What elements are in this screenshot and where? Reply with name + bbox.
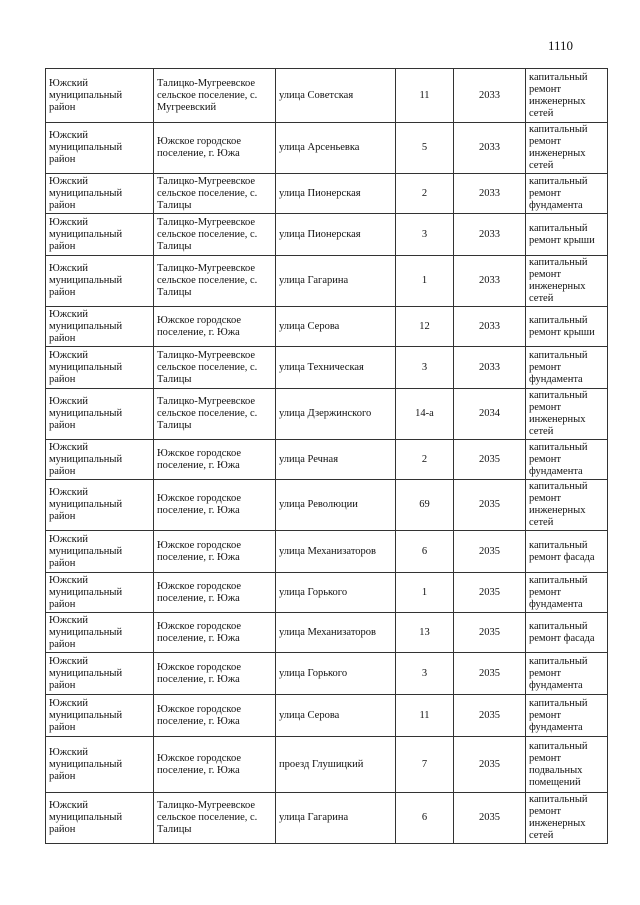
district-cell: Южский муниципальный район [46, 613, 154, 653]
house-number-cell: 7 [396, 737, 454, 793]
settlement-cell: Южское городское поселение, г. Южа [154, 653, 276, 695]
year-cell: 2035 [454, 480, 526, 531]
year-cell: 2035 [454, 613, 526, 653]
table-row [46, 793, 608, 844]
street-cell: улица Пионерская [276, 214, 396, 256]
settlement-cell: Южское городское поселение, г. Южа [154, 440, 276, 480]
table-row [46, 123, 608, 174]
house-number-cell: 6 [396, 531, 454, 573]
settlement-cell: Южское городское поселение, г. Южа [154, 573, 276, 613]
street-cell: улица Техническая [276, 347, 396, 389]
table-row [46, 573, 608, 613]
district-cell: Южский муниципальный район [46, 256, 154, 307]
work-type-cell: капитальный ремонт крыши [526, 307, 608, 347]
year-cell: 2033 [454, 174, 526, 214]
district-cell: Южский муниципальный район [46, 347, 154, 389]
house-number-cell: 2 [396, 440, 454, 480]
street-cell: улица Серова [276, 307, 396, 347]
table-row [46, 737, 608, 793]
settlement-cell: Талицко-Мугреевское сельское поселение, с. Талицы [154, 793, 276, 844]
street-cell: улица Речная [276, 440, 396, 480]
house-number-cell: 1 [396, 573, 454, 613]
house-number-cell: 11 [396, 69, 454, 123]
district-cell: Южский муниципальный район [46, 531, 154, 573]
table-row [46, 347, 608, 389]
year-cell: 2033 [454, 307, 526, 347]
street-cell: улица Горького [276, 573, 396, 613]
district-cell: Южский муниципальный район [46, 69, 154, 123]
settlement-cell: Талицко-Мугреевское сельское поселение, с. Талицы [154, 214, 276, 256]
house-number-cell: 2 [396, 174, 454, 214]
house-number-cell: 3 [396, 653, 454, 695]
district-cell: Южский муниципальный район [46, 573, 154, 613]
table-row [46, 389, 608, 440]
house-number-cell: 11 [396, 695, 454, 737]
settlement-cell: Талицко-Мугреевское сельское поселение, с. Талицы [154, 174, 276, 214]
settlement-cell: Талицко-Мугреевское сельское поселение, с. Талицы [154, 256, 276, 307]
work-type-cell: капитальный ремонт фундамента [526, 440, 608, 480]
year-cell: 2033 [454, 256, 526, 307]
settlement-cell: Талицко-Мугреевское сельское поселение, с. Мугреевский [154, 69, 276, 123]
work-type-cell: капитальный ремонт инженерных сетей [526, 123, 608, 174]
settlement-cell: Южское городское поселение, г. Южа [154, 531, 276, 573]
year-cell: 2035 [454, 573, 526, 613]
table-row [46, 480, 608, 531]
table-row [46, 174, 608, 214]
house-number-cell: 6 [396, 793, 454, 844]
street-cell: улица Горького [276, 653, 396, 695]
house-number-cell: 14-а [396, 389, 454, 440]
street-cell: улица Гагарина [276, 256, 396, 307]
district-cell: Южский муниципальный район [46, 480, 154, 531]
work-type-cell: капитальный ремонт инженерных сетей [526, 69, 608, 123]
work-type-cell: капитальный ремонт крыши [526, 214, 608, 256]
district-cell: Южский муниципальный район [46, 123, 154, 174]
table-row [46, 69, 608, 123]
table-row [46, 440, 608, 480]
street-cell: улица Механизаторов [276, 613, 396, 653]
street-cell: улица Механизаторов [276, 531, 396, 573]
table-row [46, 695, 608, 737]
settlement-cell: Южское городское поселение, г. Южа [154, 737, 276, 793]
settlement-cell: Южское городское поселение, г. Южа [154, 480, 276, 531]
table-row [46, 531, 608, 573]
work-type-cell: капитальный ремонт инженерных сетей [526, 389, 608, 440]
year-cell: 2035 [454, 440, 526, 480]
work-type-cell: капитальный ремонт фундамента [526, 653, 608, 695]
house-number-cell: 3 [396, 347, 454, 389]
work-type-cell: капитальный ремонт фундамента [526, 174, 608, 214]
table-row [46, 214, 608, 256]
year-cell: 2035 [454, 531, 526, 573]
house-number-cell: 13 [396, 613, 454, 653]
year-cell: 2035 [454, 695, 526, 737]
district-cell: Южский муниципальный район [46, 214, 154, 256]
district-cell: Южский муниципальный район [46, 389, 154, 440]
street-cell: улица Советская [276, 69, 396, 123]
house-number-cell: 1 [396, 256, 454, 307]
district-cell: Южский муниципальный район [46, 440, 154, 480]
house-number-cell: 3 [396, 214, 454, 256]
page-number: 1110 [548, 38, 574, 53]
district-cell: Южский муниципальный район [46, 793, 154, 844]
settlement-cell: Талицко-Мугреевское сельское поселение, с. Талицы [154, 389, 276, 440]
year-cell: 2033 [454, 214, 526, 256]
work-type-cell: капитальный ремонт фундамента [526, 573, 608, 613]
year-cell: 2035 [454, 653, 526, 695]
year-cell: 2033 [454, 69, 526, 123]
settlement-cell: Талицко-Мугреевское сельское поселение, с. Талицы [154, 347, 276, 389]
table-row [46, 307, 608, 347]
street-cell: улица Серова [276, 695, 396, 737]
work-type-cell: капитальный ремонт инженерных сетей [526, 256, 608, 307]
table-row [46, 653, 608, 695]
district-cell: Южский муниципальный район [46, 695, 154, 737]
settlement-cell: Южское городское поселение, г. Южа [154, 695, 276, 737]
work-type-cell: капитальный ремонт фундамента [526, 695, 608, 737]
table-row [46, 256, 608, 307]
district-cell: Южский муниципальный район [46, 737, 154, 793]
work-type-cell: капитальный ремонт фасада [526, 531, 608, 573]
year-cell: 2034 [454, 389, 526, 440]
year-cell: 2035 [454, 737, 526, 793]
house-number-cell: 69 [396, 480, 454, 531]
street-cell: проезд Глушицкий [276, 737, 396, 793]
house-number-cell: 12 [396, 307, 454, 347]
year-cell: 2033 [454, 123, 526, 174]
street-cell: улица Революции [276, 480, 396, 531]
house-number-cell: 5 [396, 123, 454, 174]
year-cell: 2033 [454, 347, 526, 389]
street-cell: улица Пионерская [276, 174, 396, 214]
work-type-cell: капитальный ремонт фасада [526, 613, 608, 653]
street-cell: улица Дзержинского [276, 389, 396, 440]
table-body [46, 69, 608, 844]
work-type-cell: капитальный ремонт фундамента [526, 347, 608, 389]
district-cell: Южский муниципальный район [46, 653, 154, 695]
work-type-cell: капитальный ремонт инженерных сетей [526, 480, 608, 531]
district-cell: Южский муниципальный район [46, 174, 154, 214]
repair-schedule-table [45, 68, 608, 844]
settlement-cell: Южское городское поселение, г. Южа [154, 613, 276, 653]
street-cell: улица Арсеньевка [276, 123, 396, 174]
settlement-cell: Южское городское поселение, г. Южа [154, 307, 276, 347]
table-row [46, 613, 608, 653]
district-cell: Южский муниципальный район [46, 307, 154, 347]
work-type-cell: капитальный ремонт инженерных сетей [526, 793, 608, 844]
work-type-cell: капитальный ремонт подвальных помещений [526, 737, 608, 793]
year-cell: 2035 [454, 793, 526, 844]
settlement-cell: Южское городское поселение, г. Южа [154, 123, 276, 174]
street-cell: улица Гагарина [276, 793, 396, 844]
